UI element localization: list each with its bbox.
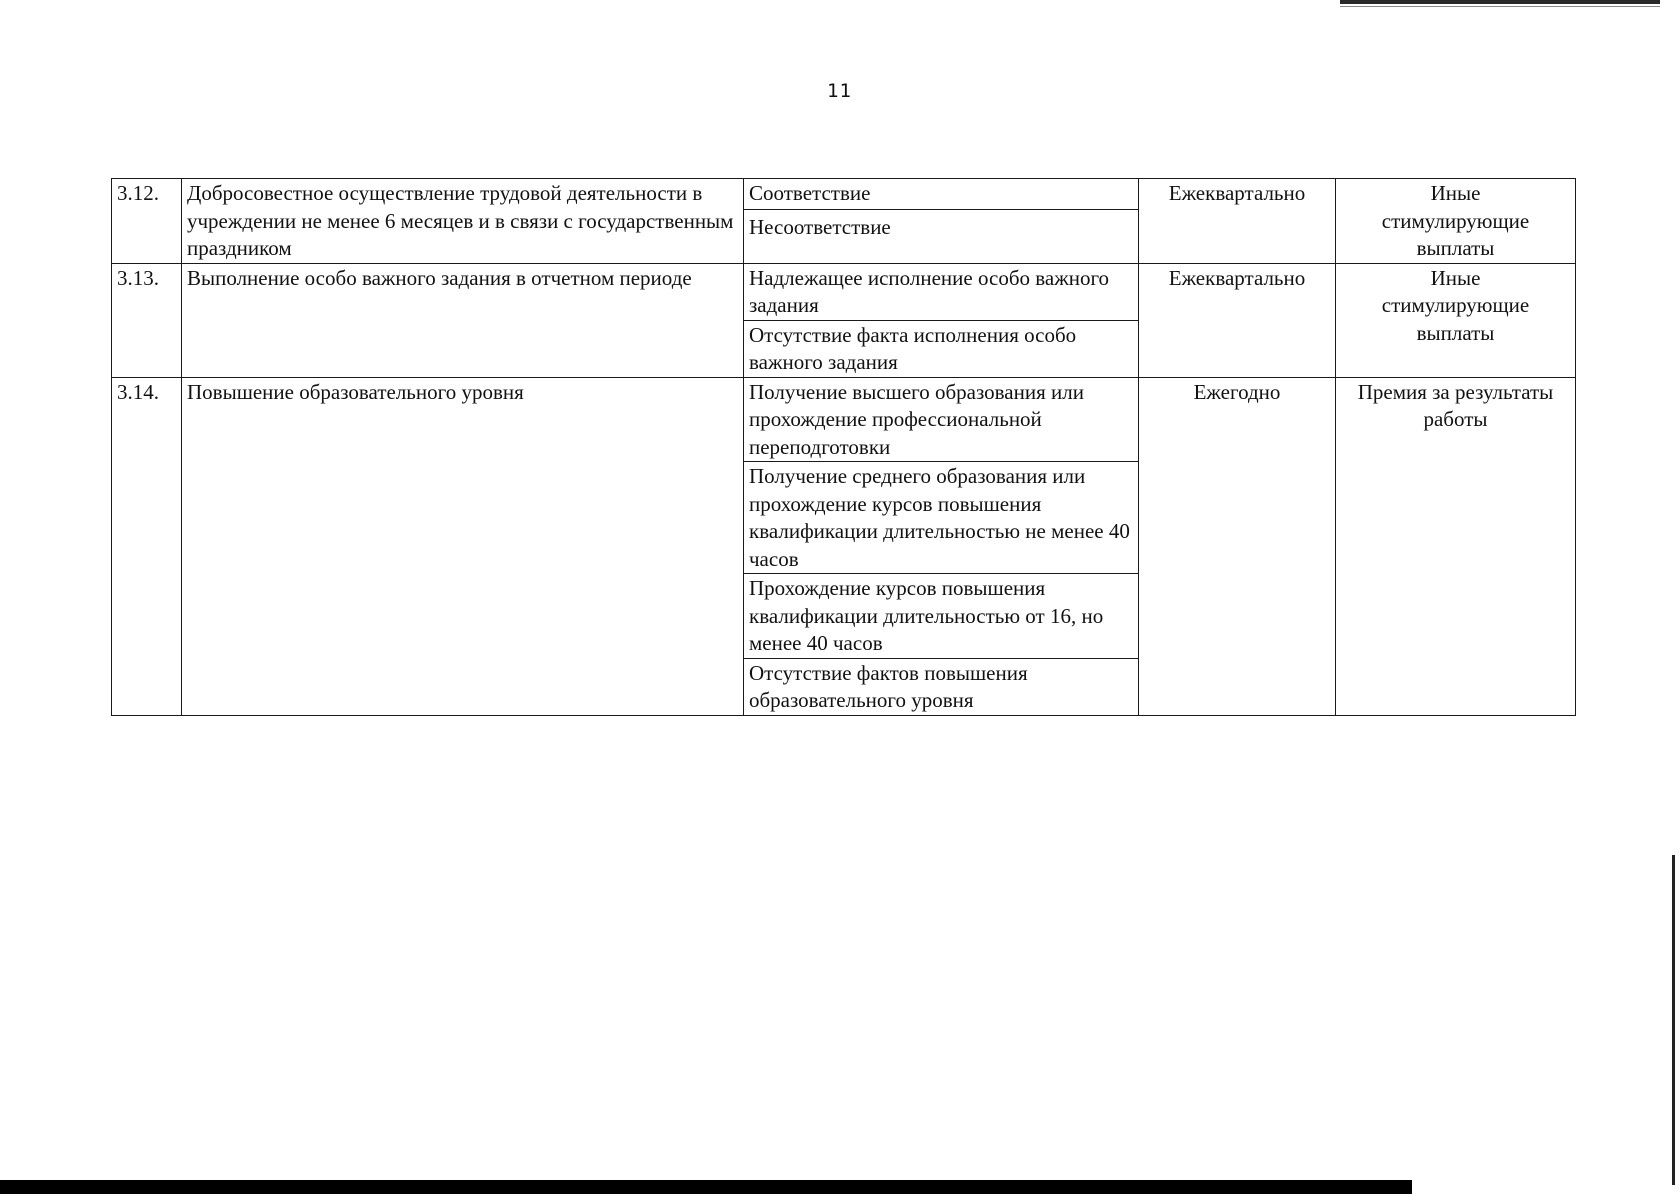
indicator-cell: Отсутствие фактов повышения образовательного уровня	[744, 658, 1139, 715]
scan-artifact-right	[1672, 855, 1675, 1185]
criterion-cell: Выполнение особо важного задания в отчетном периоде	[182, 263, 744, 377]
scan-artifact-top	[1340, 0, 1660, 4]
indicator-cell: Получение высшего образования или прохождение профессиональной переподготовки	[744, 377, 1139, 462]
frequency-cell: Ежеквартально	[1139, 263, 1336, 377]
indicator-cell: Надлежащее исполнение особо важного задания	[744, 263, 1139, 320]
page-number: 11	[827, 80, 852, 102]
criterion-cell: Добросовестное осуществление трудовой деятельности в учреждении не менее 6 месяцев и в связи с государственным праздником	[182, 179, 744, 264]
payment-type-cell: Иные стимулирующие выплаты	[1336, 263, 1576, 377]
frequency-cell: Ежеквартально	[1139, 179, 1336, 264]
row-number: 3.14.	[112, 377, 182, 715]
frequency-cell: Ежегодно	[1139, 377, 1336, 715]
indicator-cell: Несоответствие	[744, 210, 1139, 263]
scan-artifact-top-thin	[1340, 6, 1660, 7]
scan-artifact-bottom	[0, 1180, 1412, 1194]
row-number: 3.12.	[112, 179, 182, 264]
indicator-cell: Получение среднего образования или прохождение курсов повышения квалификации длительностью не менее 40 часов	[744, 462, 1139, 574]
payment-type-cell: Премия за результаты работы	[1336, 377, 1576, 715]
indicator-cell: Отсутствие факта исполнения особо важного задания	[744, 320, 1139, 377]
payment-type-cell: Иные стимулирующие выплаты	[1336, 179, 1576, 264]
indicator-cell: Прохождение курсов повышения квалификации длительностью от 16, но менее 40 часов	[744, 574, 1139, 659]
criteria-table	[111, 178, 1576, 716]
indicator-cell: Соответствие	[744, 179, 1139, 210]
table-row	[112, 179, 1576, 210]
criterion-cell: Повышение образовательного уровня	[182, 377, 744, 715]
row-number: 3.13.	[112, 263, 182, 377]
table-row	[112, 263, 1576, 320]
table-row	[112, 377, 1576, 462]
